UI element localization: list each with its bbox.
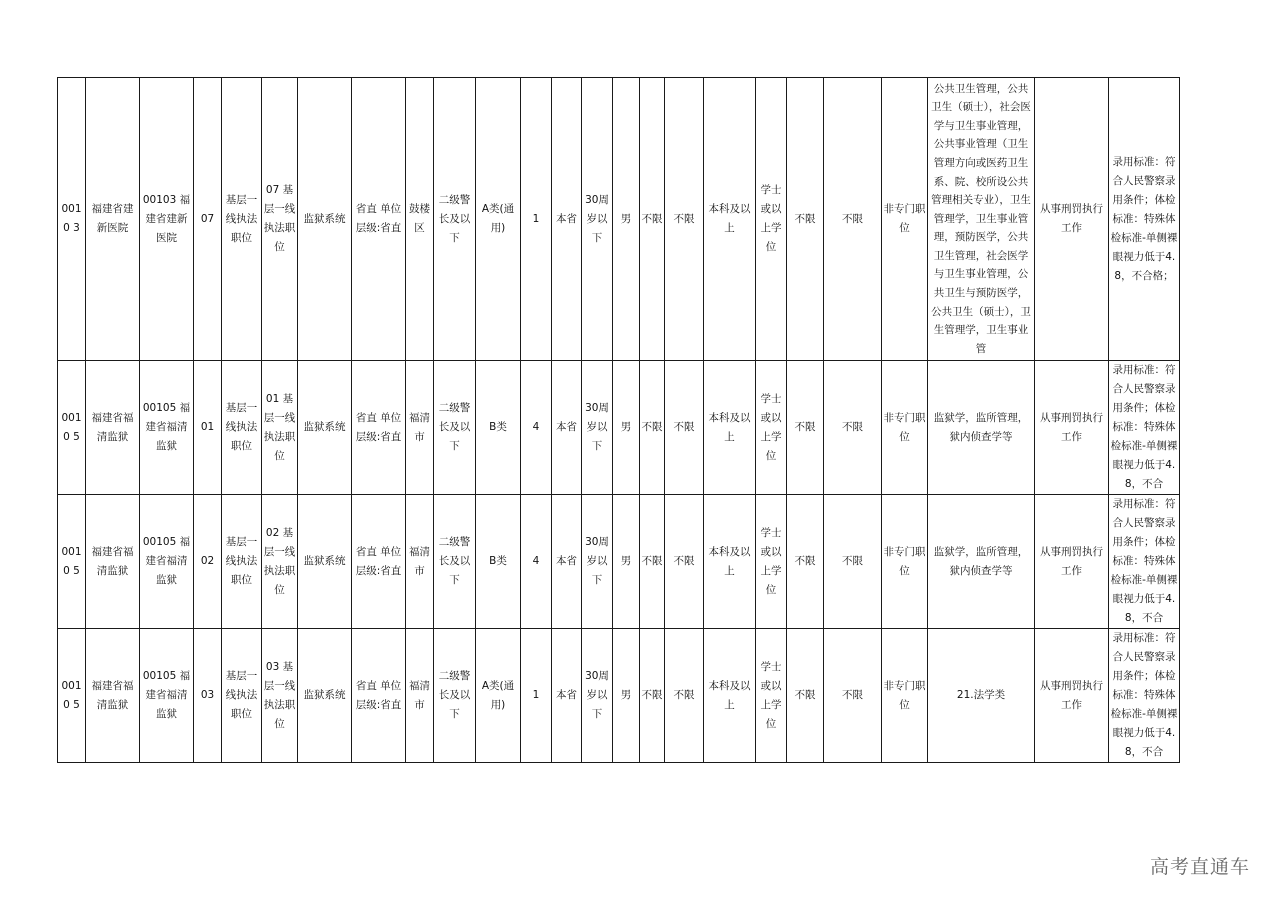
cell-dept-type: 非专门职位	[882, 78, 928, 361]
cell-quota: 1	[521, 629, 552, 763]
cell-position-category: 基层一线执法职位	[222, 495, 262, 629]
cell-system: 监狱系统	[298, 495, 352, 629]
cell-system: 监狱系统	[298, 629, 352, 763]
cell-c2: 不限	[665, 361, 704, 495]
cell-c4: 不限	[824, 361, 882, 495]
cell-exam-type: B类	[476, 361, 521, 495]
cell-rank: 二级警长及以下	[434, 78, 476, 361]
cell-age: 30周岁以下	[582, 78, 613, 361]
cell-system: 监狱系统	[298, 78, 352, 361]
cell-quota: 4	[521, 495, 552, 629]
cell-remark: 录用标准：符合人民警察录用条件；体检标准：特殊体检标准-单侧裸眼视力低于4.8，不合	[1109, 495, 1180, 629]
cell-district: 福清市	[406, 629, 434, 763]
cell-c3: 不限	[787, 78, 824, 361]
cell-unit-name: 福建省建新医院	[86, 78, 140, 361]
cell-system: 监狱系统	[298, 361, 352, 495]
cell-dept-type: 非专门职位	[882, 495, 928, 629]
cell-unit-name: 福建省福清监狱	[86, 361, 140, 495]
cell-gender: 男	[613, 495, 640, 629]
cell-exam-type: B类	[476, 495, 521, 629]
cell-origin: 本省	[552, 78, 582, 361]
cell-origin: 本省	[552, 495, 582, 629]
cell-unit-name: 福建省福清监狱	[86, 629, 140, 763]
cell-remark: 录用标准：符合人民警察录用条件；体检标准：特殊体检标准-单侧裸眼视力低于4.8，不合	[1109, 361, 1180, 495]
cell-gender: 男	[613, 629, 640, 763]
cell-rank: 二级警长及以下	[434, 361, 476, 495]
cell-c3: 不限	[787, 629, 824, 763]
cell-c1: 不限	[640, 495, 665, 629]
cell-degree: 学士或以上学位	[756, 78, 787, 361]
table-row	[58, 629, 1180, 763]
cell-duty: 从事刑罚执行工作	[1035, 629, 1109, 763]
cell-c1: 不限	[640, 629, 665, 763]
cell-education: 本科及以上	[704, 629, 756, 763]
cell-quota: 4	[521, 361, 552, 495]
cell-major: 21.法学类	[928, 629, 1035, 763]
cell-position-code: 00105 福建省福清监狱	[140, 629, 194, 763]
cell-education: 本科及以上	[704, 495, 756, 629]
cell-position-code: 00103 福建省建新医院	[140, 78, 194, 361]
cell-position-code: 00105 福建省福清监狱	[140, 361, 194, 495]
cell-dept-type: 非专门职位	[882, 361, 928, 495]
cell-position-name: 01 基层一线执法职位	[262, 361, 298, 495]
cell-c4: 不限	[824, 78, 882, 361]
cell-level: 省直 单位层级:省直	[352, 78, 406, 361]
cell-c3: 不限	[787, 361, 824, 495]
cell-age: 30周岁以下	[582, 629, 613, 763]
cell-major: 公共卫生管理，公共卫生（硕士），社会医学与卫生事业管理，公共事业管理（卫生管理方向或医药卫生系、院、校所设公共管理相关专业），卫生管理学，卫生事业管理，预防医学，公共卫生管理，社会医学与卫生事业管理，公共卫生与预防医学，公共卫生（硕士），卫生管理学，卫生事业管	[928, 78, 1035, 361]
cell-rank: 二级警长及以下	[434, 629, 476, 763]
cell-origin: 本省	[552, 361, 582, 495]
cell-unit-code: 0010 3	[58, 78, 86, 361]
cell-c2: 不限	[665, 629, 704, 763]
table-row	[58, 78, 1180, 361]
watermark: 高考直通车	[1149, 856, 1250, 878]
cell-exam-type: A类(通用)	[476, 629, 521, 763]
cell-c4: 不限	[824, 629, 882, 763]
cell-exam-type: A类(通用)	[476, 78, 521, 361]
cell-position-no: 07	[194, 78, 222, 361]
cell-rank: 二级警长及以下	[434, 495, 476, 629]
cell-c1: 不限	[640, 361, 665, 495]
cell-duty: 从事刑罚执行工作	[1035, 78, 1109, 361]
cell-position-name: 07 基层一线执法职位	[262, 78, 298, 361]
cell-position-code: 00105 福建省福清监狱	[140, 495, 194, 629]
cell-unit-code: 0010 5	[58, 361, 86, 495]
cell-level: 省直 单位层级:省直	[352, 495, 406, 629]
cell-c2: 不限	[665, 78, 704, 361]
cell-position-name: 02 基层一线执法职位	[262, 495, 298, 629]
cell-position-category: 基层一线执法职位	[222, 78, 262, 361]
cell-position-category: 基层一线执法职位	[222, 361, 262, 495]
cell-dept-type: 非专门职位	[882, 629, 928, 763]
cell-origin: 本省	[552, 629, 582, 763]
cell-duty: 从事刑罚执行工作	[1035, 495, 1109, 629]
cell-major: 监狱学，监所管理，狱内侦查学等	[928, 495, 1035, 629]
cell-c1: 不限	[640, 78, 665, 361]
cell-remark: 录用标准：符合人民警察录用条件；体检标准：特殊体检标准-单侧裸眼视力低于4.8，不合格；	[1109, 78, 1180, 361]
cell-position-no: 03	[194, 629, 222, 763]
cell-position-no: 02	[194, 495, 222, 629]
cell-unit-code: 0010 5	[58, 629, 86, 763]
cell-district: 福清市	[406, 495, 434, 629]
cell-position-category: 基层一线执法职位	[222, 629, 262, 763]
cell-degree: 学士或以上学位	[756, 361, 787, 495]
cell-position-no: 01	[194, 361, 222, 495]
cell-remark: 录用标准：符合人民警察录用条件；体检标准：特殊体检标准-单侧裸眼视力低于4.8，不合	[1109, 629, 1180, 763]
cell-age: 30周岁以下	[582, 361, 613, 495]
cell-education: 本科及以上	[704, 361, 756, 495]
cell-degree: 学士或以上学位	[756, 495, 787, 629]
cell-unit-name: 福建省福清监狱	[86, 495, 140, 629]
cell-c3: 不限	[787, 495, 824, 629]
table-row	[58, 361, 1180, 495]
table-row	[58, 495, 1180, 629]
cell-gender: 男	[613, 78, 640, 361]
cell-gender: 男	[613, 361, 640, 495]
cell-district: 鼓楼区	[406, 78, 434, 361]
cell-c4: 不限	[824, 495, 882, 629]
cell-district: 福清市	[406, 361, 434, 495]
cell-age: 30周岁以下	[582, 495, 613, 629]
cell-education: 本科及以上	[704, 78, 756, 361]
recruitment-table	[57, 77, 1180, 763]
cell-position-name: 03 基层一线执法职位	[262, 629, 298, 763]
cell-c2: 不限	[665, 495, 704, 629]
cell-major: 监狱学，监所管理，狱内侦查学等	[928, 361, 1035, 495]
cell-quota: 1	[521, 78, 552, 361]
cell-level: 省直 单位层级:省直	[352, 361, 406, 495]
cell-level: 省直 单位层级:省直	[352, 629, 406, 763]
cell-degree: 学士或以上学位	[756, 629, 787, 763]
cell-duty: 从事刑罚执行工作	[1035, 361, 1109, 495]
cell-unit-code: 0010 5	[58, 495, 86, 629]
